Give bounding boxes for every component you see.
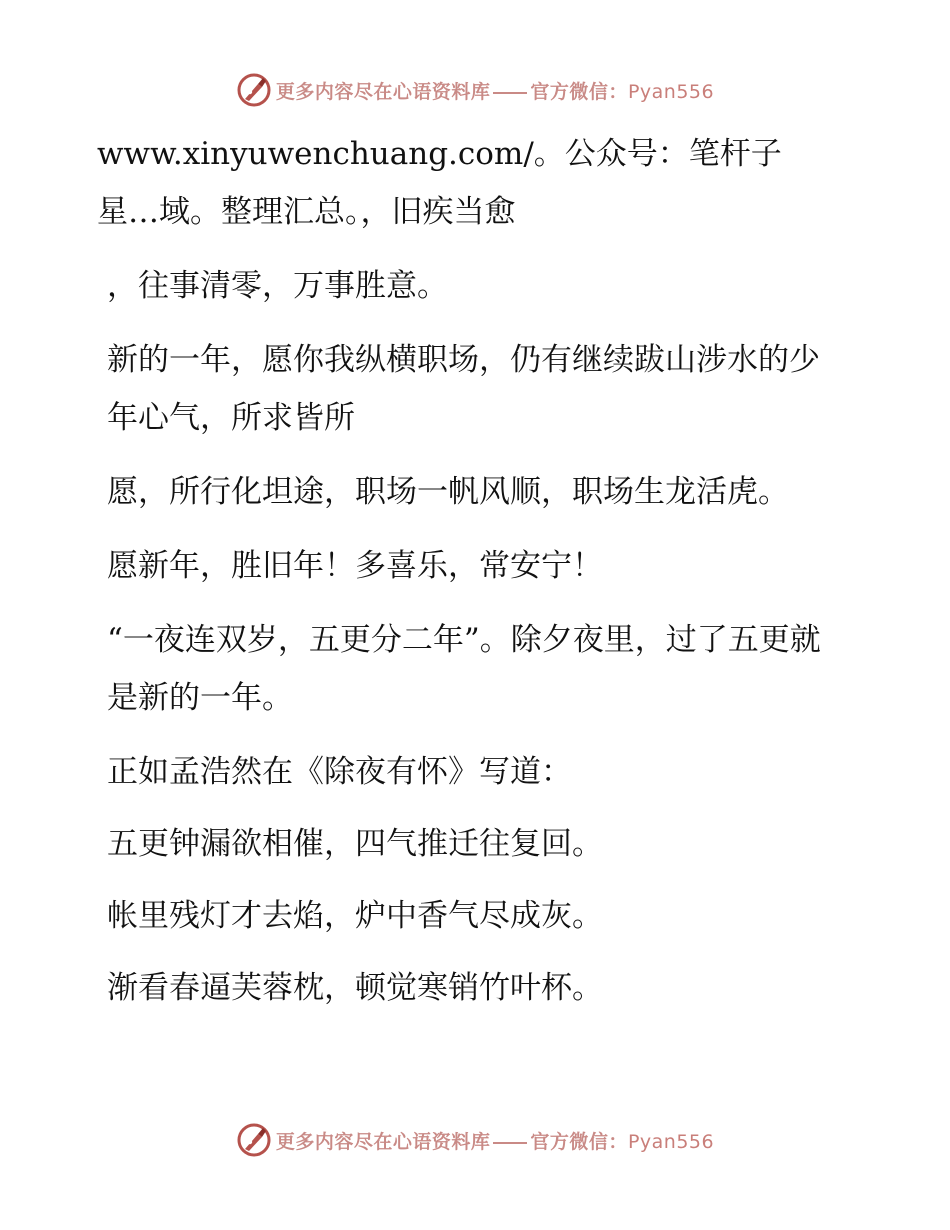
banner-wechat-id: Pyan556 xyxy=(627,80,715,103)
paragraph-7: 正如孟浩然在《除夜有怀》写道： xyxy=(107,754,572,790)
paragraph-8: 五更钟漏欲相催，四气推迁往复回。 xyxy=(107,826,603,862)
paragraph-1: www.xinyuwenchuang.com/。公众号：笔杆子星…域。整理汇总。，旧疾当愈 xyxy=(97,136,782,230)
paragraph-2: ，往事清零，万事胜意。 xyxy=(107,268,448,304)
document-body xyxy=(97,125,837,1031)
paragraph-3: 新的一年，愿你我纵横职场，仍有继续跋山涉水的少年心气，所求皆所 xyxy=(107,342,820,436)
banner-colon: ： xyxy=(608,1130,628,1153)
paragraph-9: 帐里残灯才去焰，炉中香气尽成灰。 xyxy=(107,898,603,934)
header-banner xyxy=(0,70,950,110)
banner-wechat-id: Pyan556 xyxy=(627,1130,715,1153)
pen-logo-icon xyxy=(236,1122,272,1158)
footer-banner xyxy=(0,1120,950,1160)
banner-title: 更多内容尽在心语资料库 xyxy=(275,80,491,103)
banner-title: 更多内容尽在心语资料库 xyxy=(275,1130,491,1153)
banner-dash xyxy=(493,92,527,94)
paragraph-4: 愿，所行化坦途，职场一帆风顺，职场生龙活虎。 xyxy=(107,474,789,510)
banner-official: 官方微信 xyxy=(530,1130,609,1153)
banner-text xyxy=(276,77,714,104)
banner-dash xyxy=(493,1142,527,1144)
paragraph-10: 渐看春逼芙蓉枕，顿觉寒销竹叶杯。 xyxy=(107,970,603,1006)
paragraph-5: 愿新年，胜旧年！多喜乐，常安宁！ xyxy=(107,548,603,584)
pen-logo-icon xyxy=(236,72,272,108)
banner-text xyxy=(276,1127,714,1154)
banner-official: 官方微信 xyxy=(530,80,609,103)
paragraph-6: “一夜连双岁，五更分二年”。除夕夜里，过了五更就是新的一年。 xyxy=(107,622,821,716)
banner-colon: ： xyxy=(608,80,628,103)
